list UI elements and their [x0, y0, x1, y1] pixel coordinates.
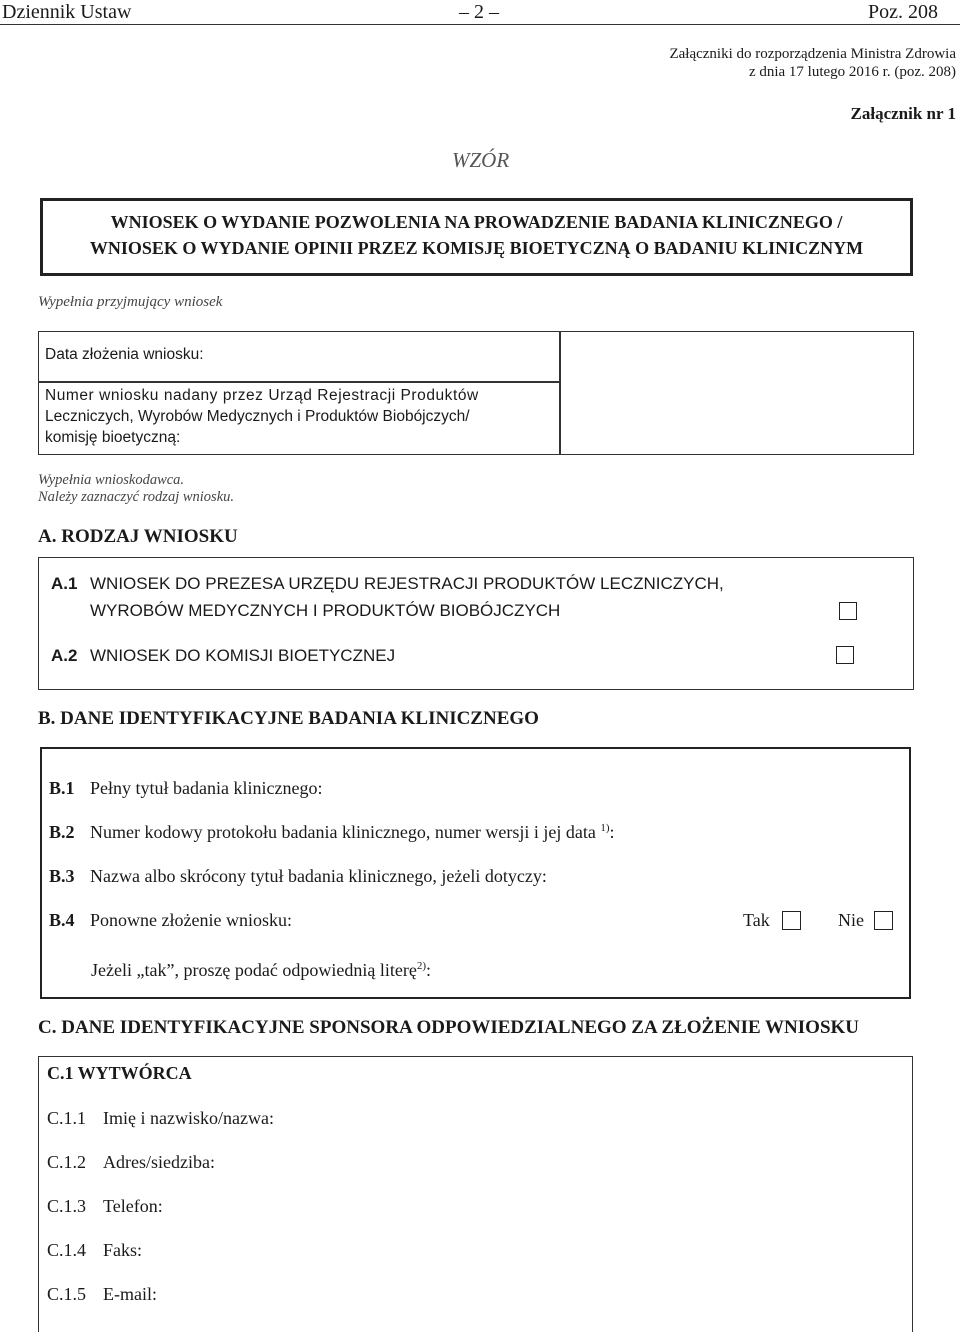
b2-number: B.2 — [49, 822, 75, 842]
c1-field-number: C.1.1 — [47, 1108, 87, 1128]
title-line-2: WNIOSEK O WYDANIE OPINII PRZEZ KOMISJĘ BIOETYCZNĄ O BADANIU KLINICZNYM — [89, 238, 864, 258]
c1-title: C.1 WYTWÓRCA — [47, 1063, 192, 1083]
application-number-label-2: Leczniczych, Wyrobów Medycznych i Produktów Biobójczych/ — [45, 408, 470, 425]
c1-field-label: Imię i nazwisko/nazwa: — [103, 1108, 274, 1128]
a2-number: A.2 — [51, 646, 78, 665]
attachments-line-1: Załączniki do rozporządzenia Ministra Zdrowia — [669, 46, 956, 62]
table-divider-horizontal — [39, 381, 559, 383]
journal-name: Dziennik Ustaw — [2, 1, 132, 23]
c1-field-number: C.1.4 — [47, 1240, 87, 1260]
b1-text: Pełny tytuł badania klinicznego: — [90, 778, 323, 798]
c1-field-number: C.1.5 — [47, 1284, 87, 1304]
b4-followup-text: Jeżeli „tak”, proszę podać odpowiednią literę — [91, 960, 417, 980]
receiver-table — [38, 331, 914, 455]
no-label: Nie — [838, 910, 864, 930]
attachments-line-2: z dnia 17 lutego 2016 r. (poz. 208) — [748, 64, 956, 80]
yes-checkbox[interactable] — [782, 911, 801, 930]
c1-field-number: C.1.2 — [47, 1152, 87, 1172]
a2-text: WNIOSEK DO KOMISJI BIOETYCZNEJ — [90, 646, 396, 665]
section-a-box — [38, 557, 914, 690]
c1-field-label: Faks: — [103, 1240, 143, 1260]
yes-label: Tak — [743, 910, 770, 930]
b2-footnote-ref: 1) — [600, 822, 610, 834]
a1-number: A.1 — [51, 574, 78, 593]
annex-number: Załącznik nr 1 — [850, 104, 956, 123]
b2-text-main: Numer kodowy protokołu badania klinicznego, numer wersji i jej data — [90, 822, 596, 842]
application-number-label-3: komisję bioetyczną: — [45, 429, 181, 446]
applicant-note-1: Wypełnia wnioskodawca. — [38, 472, 185, 488]
a1-text-2: WYROBÓW MEDYCZNYCH I PRODUKTÓW BIOBÓJCZYCH — [90, 601, 561, 620]
page-number: – 2 – — [459, 1, 499, 23]
receiver-note: Wypełnia przyjmujący wniosek — [38, 294, 223, 310]
section-b-box — [40, 747, 911, 999]
b1-number: B.1 — [49, 778, 75, 798]
a1-text-1: WNIOSEK DO PREZESA URZĘDU REJESTRACJI PRODUKTÓW LECZNICZYCH, — [90, 574, 724, 593]
section-a-title: A. RODZAJ WNIOSKU — [38, 526, 238, 547]
b4-number: B.4 — [49, 910, 75, 930]
applicant-note-2: Należy zaznaczyć rodzaj wniosku. — [38, 489, 235, 505]
application-number-label-1: Numer wniosku nadany przez Urząd Rejestracji Produktów — [45, 387, 479, 404]
b3-text: Nazwa albo skrócony tytuł badania klinicznego, jeżeli dotyczy: — [90, 866, 547, 886]
b4-footnote-ref: 2) — [416, 960, 427, 972]
table-divider-vertical — [559, 332, 561, 454]
position-number: Poz. 208 — [868, 1, 938, 23]
c1-field-number: C.1.3 — [47, 1196, 87, 1216]
title-line-1: WNIOSEK O WYDANIE POZWOLENIA NA PROWADZENIE BADANIA KLINICZNEGO / — [110, 212, 843, 232]
b3-number: B.3 — [49, 866, 75, 886]
c1-field-label: Adres/siedziba: — [103, 1152, 215, 1172]
no-checkbox[interactable] — [874, 911, 893, 930]
b4-text: Ponowne złożenie wniosku: — [90, 910, 292, 930]
a2-checkbox[interactable] — [836, 646, 854, 664]
submission-date-label: Data złożenia wniosku: — [45, 346, 204, 363]
section-b-title: B. DANE IDENTYFIKACYJNE BADANIA KLINICZNEGO — [38, 708, 539, 729]
b4-followup — [91, 960, 431, 981]
header-rule — [0, 24, 960, 25]
template-label: WZÓR — [452, 148, 510, 172]
section-c-title: C. DANE IDENTYFIKACYJNE SPONSORA ODPOWIEDZIALNEGO ZA ZŁOŻENIE WNIOSKU — [38, 1017, 860, 1038]
b4-followup-tail: : — [426, 960, 432, 980]
c1-field-label: E-mail: — [103, 1284, 157, 1304]
c1-field-label: Telefon: — [103, 1196, 163, 1216]
section-c-box — [38, 1056, 913, 1332]
b2-text — [90, 822, 615, 843]
a1-checkbox[interactable] — [839, 602, 857, 620]
title-box — [40, 198, 913, 276]
b2-tail: : — [609, 822, 615, 842]
